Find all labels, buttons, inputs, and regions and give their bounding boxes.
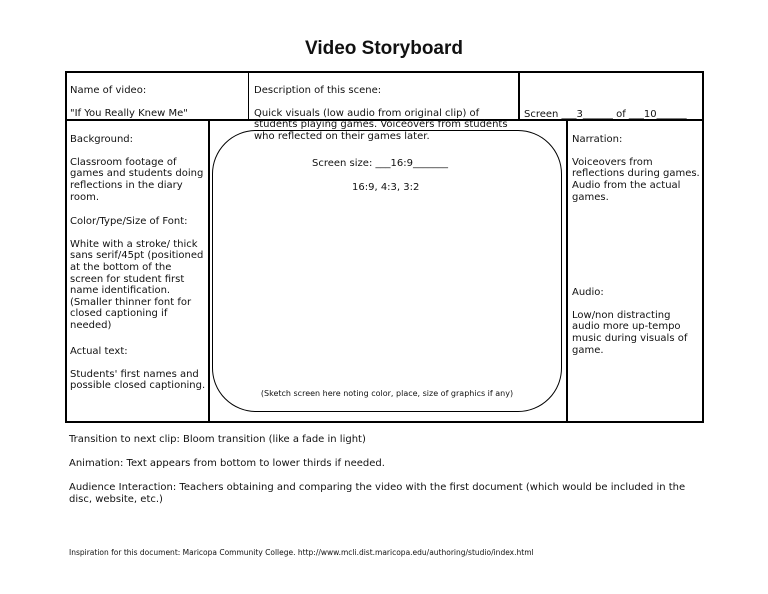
- transition-note: Transition to next clip: Bloom transition (like a fade in light): [69, 434, 366, 445]
- body-divider-right: [566, 120, 568, 422]
- animation-note: Animation: Text appears from bottom to lower thirds if needed.: [69, 458, 385, 469]
- audio-label: Audio:: [572, 286, 604, 298]
- font-label: Color/Type/Size of Font:: [70, 215, 188, 227]
- font-cell: [70, 204, 206, 343]
- actual-text-cell: [70, 334, 206, 404]
- font-value: White with a stroke/ thick sans serif/45pt (positioned at the bottom of the screen for student first name identification. (Smaller thinner font for closed captioning if needed): [70, 238, 204, 331]
- background-value: Classroom footage of games and students doing reflections in the diary room.: [70, 156, 204, 203]
- page-title: Video Storyboard: [304, 38, 463, 59]
- scene-description-value: Quick visuals (low audio from original clip) of students playing games. Voiceovers from students who reflected on their games later.: [254, 107, 508, 142]
- table-border-bottom: [65, 421, 704, 423]
- narration-label: Narration:: [572, 133, 623, 145]
- scene-description-label: Description of this scene:: [254, 84, 382, 96]
- body-divider-left: [208, 120, 210, 422]
- audience-interaction-note: Audience Interaction: Teachers obtaining and comparing the video with the first document (which would be included in the disc, website, etc.): [69, 482, 686, 505]
- sketch-note: (Sketch screen here noting color, place, size of graphics if any): [260, 389, 514, 398]
- actual-text-value: Students' first names and possible closed captioning.: [70, 368, 206, 392]
- narration-value: Voiceovers from reflections during games. Audio from the actual games.: [572, 156, 700, 203]
- video-name-value: "If You Really Knew Me": [70, 107, 188, 119]
- video-name-label: Name of video:: [70, 84, 147, 96]
- narration-cell: [572, 122, 700, 215]
- screen-size-options: 16:9, 4:3, 3:2: [352, 182, 420, 193]
- screen-size-value: Screen size: ___16:9_______: [312, 158, 448, 169]
- screen-counter: Screen ___3______ of ___10______: [524, 108, 687, 120]
- screen-size-info: [312, 146, 482, 206]
- inspiration-footer: Inspiration for this document: Maricopa Community College. http://www.mcli.dist.maricopa.edu/authoring/studio/index.html: [69, 548, 534, 557]
- actual-text-label: Actual text:: [70, 345, 128, 357]
- audio-value: Low/non distracting audio more up-tempo music during visuals of game.: [572, 309, 688, 356]
- header-divider-2: [518, 71, 520, 120]
- audio-cell: [572, 275, 700, 368]
- background-label: Background:: [70, 133, 134, 145]
- table-border-left: [65, 71, 67, 423]
- table-border-right: [702, 71, 704, 423]
- background-cell: [70, 122, 206, 215]
- header-divider-1: [248, 71, 249, 120]
